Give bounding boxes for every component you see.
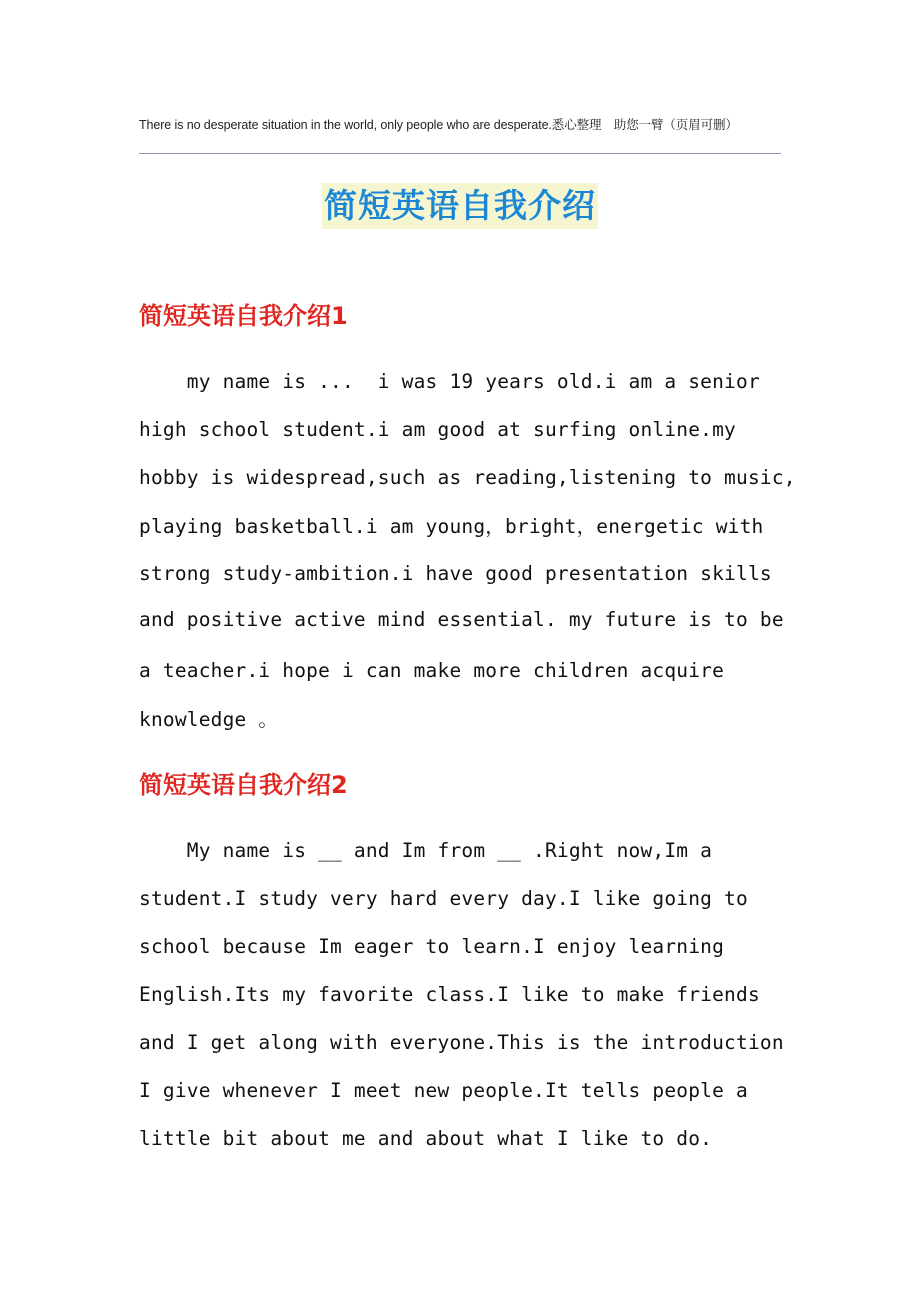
section-1-line: my name is ... i was 19 years old.i am a senior [139,370,760,393]
section-2-line: school because Im eager to learn.I enjoy learning [139,935,725,958]
section-heading-1: 简短英语自我介绍1 [139,302,348,330]
section-2-line: I give whenever I meet new people.It tells people a [139,1079,748,1102]
section-1-line: strong study-ambition.i have good presentation skills [139,562,772,585]
section-1-line: and positive active mind essential. my future is to be [139,608,784,631]
header-divider [139,153,781,154]
section-2-line: English.Its my favorite class.I like to make friends [139,983,760,1006]
section-2-line: and I get along with everyone.This is the introduction [139,1031,784,1054]
section-2-line: My name is __ and Im from __ .Right now,Im a [139,839,713,862]
page-header-text: There is no desperate situation in the world, only people who are desperate.悉心整理 助您一臂（页眉可删） [139,118,738,132]
title-container [0,183,920,229]
section-2-line: student.I study very hard every day.I like going to [139,887,748,910]
section-1-line: hobby is widespread,such as reading,listening to music, [139,466,796,489]
section-1-line: a teacher.i hope i can make more children acquire [139,659,725,682]
document-title: 简短英语自我介绍 [322,183,598,229]
section-1-line: high school student.i am good at surfing online.my [139,418,736,441]
section-heading-2: 简短英语自我介绍2 [139,771,348,799]
section-2-line: little bit about me and about what I like to do. [139,1127,713,1150]
section-1-line: knowledge 。 [139,708,279,731]
section-1-line: playing basketball.i am young，bright，energetic with [139,515,764,538]
